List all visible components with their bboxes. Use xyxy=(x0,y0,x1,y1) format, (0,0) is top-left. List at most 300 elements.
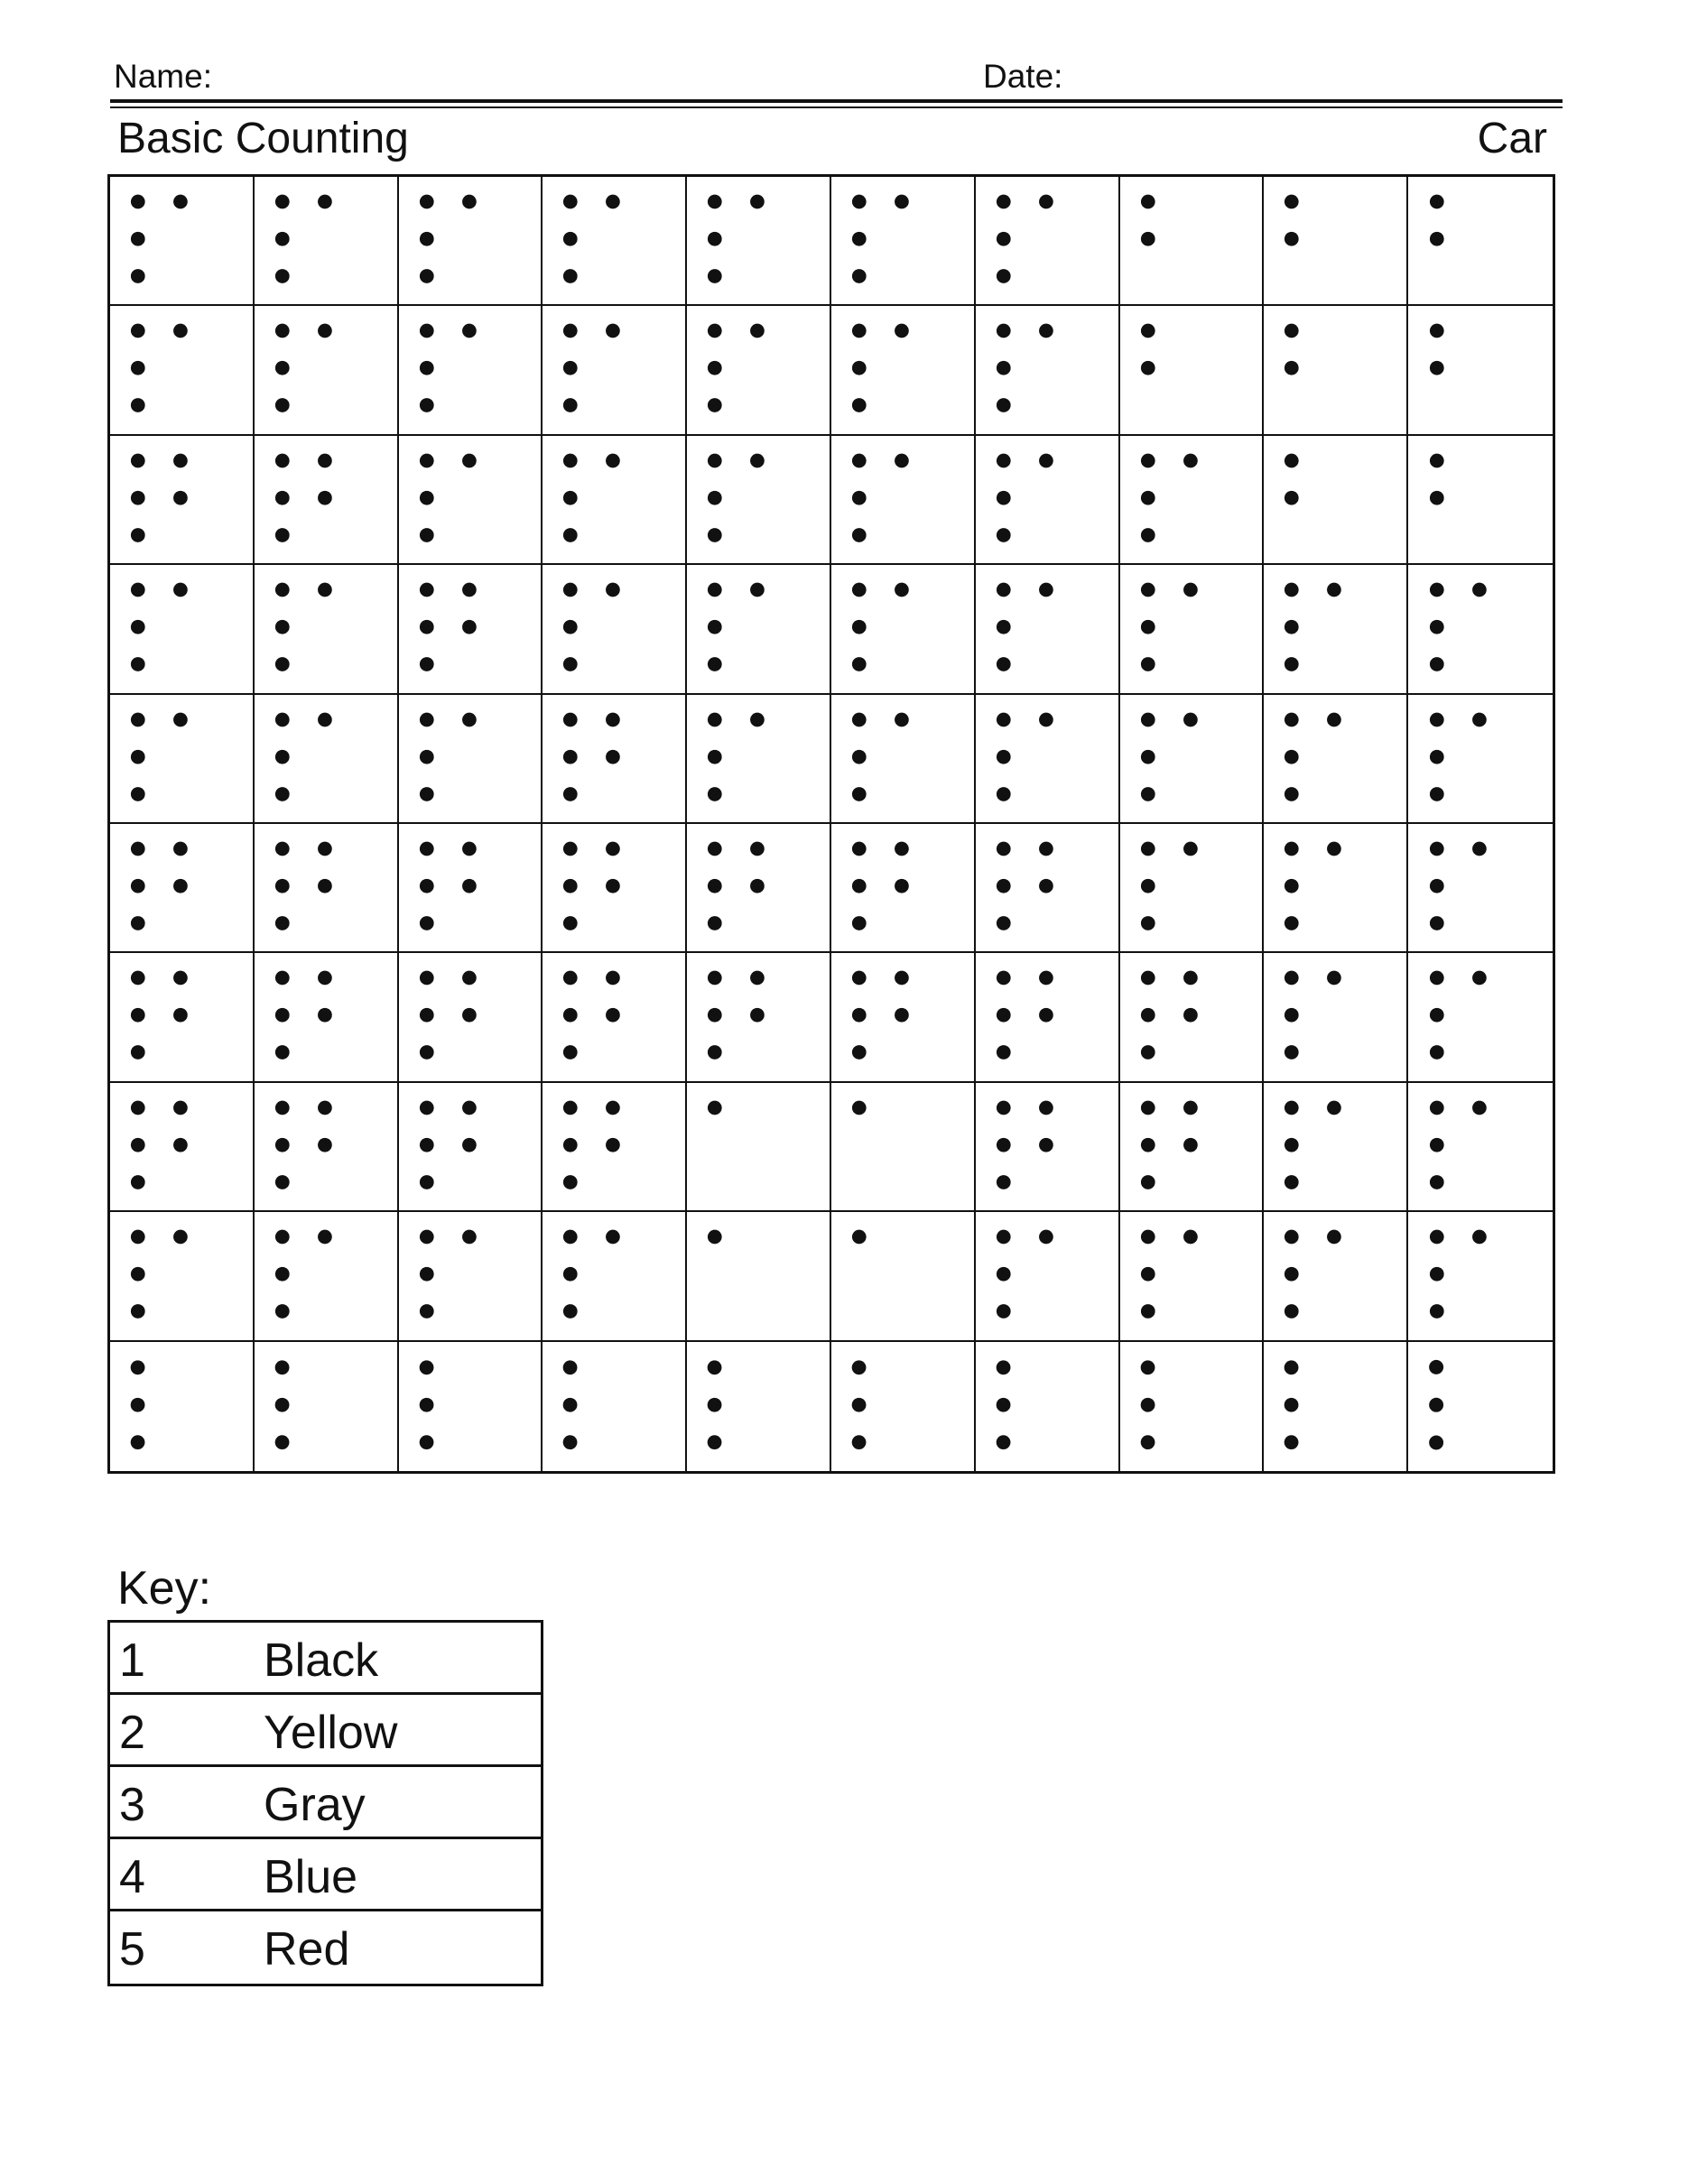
dot xyxy=(462,1100,477,1115)
dot xyxy=(173,195,188,209)
grid-cell[interactable] xyxy=(255,177,399,306)
grid-cell[interactable] xyxy=(399,177,543,306)
grid-cell[interactable] xyxy=(976,1342,1120,1471)
dot xyxy=(420,1046,434,1060)
key-row xyxy=(110,1911,541,1984)
dot xyxy=(462,842,477,856)
dot xyxy=(606,324,620,338)
cell-dots xyxy=(976,1342,1118,1471)
cell-dots xyxy=(687,565,830,692)
grid-cell[interactable] xyxy=(399,306,543,435)
grid-cell[interactable] xyxy=(976,306,1120,435)
dot xyxy=(462,1008,477,1023)
grid-cell[interactable] xyxy=(976,177,1120,306)
key-row xyxy=(110,1839,541,1911)
dot xyxy=(1183,453,1198,467)
dot xyxy=(275,269,290,283)
dot xyxy=(996,1397,1010,1411)
dot xyxy=(750,324,765,338)
dot xyxy=(708,787,722,801)
dot xyxy=(997,749,1011,763)
dot xyxy=(563,620,578,634)
dot xyxy=(997,491,1011,505)
dot xyxy=(1430,1046,1444,1060)
worksheet-title: Basic Counting xyxy=(117,115,409,162)
grid-cell[interactable] xyxy=(110,1212,255,1341)
dot xyxy=(1183,1100,1198,1115)
cell-dots xyxy=(1264,177,1406,304)
dot xyxy=(1430,749,1444,763)
dot xyxy=(1141,528,1155,542)
dot xyxy=(708,971,722,986)
dot xyxy=(420,1175,434,1189)
dot xyxy=(420,195,434,209)
key-color-name: Gray xyxy=(264,1779,366,1831)
dot xyxy=(997,528,1011,542)
dot xyxy=(131,399,145,413)
grid-cell[interactable] xyxy=(1264,565,1408,694)
grid-cell[interactable] xyxy=(831,1083,976,1212)
grid-cell[interactable] xyxy=(110,1083,255,1212)
grid-cell[interactable] xyxy=(976,1083,1120,1212)
dot xyxy=(563,528,578,542)
cell-dots xyxy=(399,1083,542,1210)
counting-grid xyxy=(107,174,1555,1474)
dot xyxy=(1141,1267,1155,1282)
dot xyxy=(173,879,188,893)
dot xyxy=(275,399,290,413)
dot xyxy=(131,657,145,671)
dot xyxy=(420,1138,434,1152)
dot xyxy=(419,1397,433,1411)
dot xyxy=(173,1100,188,1115)
cell-dots xyxy=(1120,1212,1263,1339)
dot xyxy=(1141,491,1155,505)
grid-cell[interactable] xyxy=(255,1342,399,1471)
grid-cell[interactable] xyxy=(255,1212,399,1341)
grid-cell[interactable] xyxy=(687,1342,831,1471)
dot xyxy=(1327,712,1341,726)
dot xyxy=(1141,195,1155,209)
cell-dots xyxy=(543,1083,685,1210)
dot xyxy=(708,1046,722,1060)
dot xyxy=(708,1100,722,1115)
dot xyxy=(1285,787,1299,801)
dot xyxy=(462,324,477,338)
dot xyxy=(462,879,477,893)
dot xyxy=(750,1008,765,1023)
cell-dots xyxy=(1408,1342,1553,1471)
cell-dots xyxy=(399,1212,542,1339)
cell-dots xyxy=(399,565,542,692)
grid-cell[interactable] xyxy=(1120,436,1265,565)
dot xyxy=(750,453,765,467)
grid-cell[interactable] xyxy=(1264,953,1408,1082)
grid-cell[interactable] xyxy=(1120,1342,1265,1471)
grid-cell[interactable] xyxy=(110,953,255,1082)
cell-dots xyxy=(543,824,685,951)
grid-cell[interactable] xyxy=(399,824,543,953)
dot xyxy=(173,1008,188,1023)
dot xyxy=(708,1230,722,1245)
dot xyxy=(852,528,867,542)
dot xyxy=(997,1100,1011,1115)
grid-cell[interactable] xyxy=(1264,824,1408,953)
dot xyxy=(1285,712,1299,726)
grid-cell[interactable] xyxy=(831,824,976,953)
grid-cell[interactable] xyxy=(255,824,399,953)
grid-cell[interactable] xyxy=(255,306,399,435)
dot xyxy=(563,399,578,413)
grid-cell[interactable] xyxy=(110,436,255,565)
dot xyxy=(173,1138,188,1152)
grid-cell[interactable] xyxy=(976,565,1120,694)
dot xyxy=(462,1138,477,1152)
dot xyxy=(131,1304,145,1319)
dot xyxy=(708,491,722,505)
grid-cell[interactable] xyxy=(831,306,976,435)
dot xyxy=(1141,916,1155,930)
grid-cell[interactable] xyxy=(1120,824,1265,953)
dot xyxy=(563,583,578,597)
cell-dots xyxy=(687,824,830,951)
dot xyxy=(275,842,290,856)
dot xyxy=(131,842,145,856)
worksheet-subject: Car xyxy=(1477,115,1547,162)
grid-cell[interactable] xyxy=(110,306,255,435)
dot xyxy=(275,324,290,338)
dot xyxy=(275,528,290,542)
dot xyxy=(1430,971,1444,986)
dot xyxy=(852,1230,867,1245)
dot xyxy=(275,1008,290,1023)
dot xyxy=(275,1230,290,1245)
dot xyxy=(1430,916,1444,930)
dot xyxy=(606,1008,620,1023)
dot xyxy=(131,749,145,763)
dot xyxy=(1285,1360,1299,1374)
dot xyxy=(1472,712,1487,726)
dot xyxy=(997,453,1011,467)
dot xyxy=(1285,453,1299,467)
grid-cell[interactable] xyxy=(1120,1212,1265,1341)
cell-dots xyxy=(1264,953,1406,1080)
grid-cell[interactable] xyxy=(110,565,255,694)
dot xyxy=(1183,712,1198,726)
cell-dots xyxy=(110,1212,253,1339)
grid-cell[interactable] xyxy=(831,1342,976,1471)
grid-cell[interactable] xyxy=(1120,695,1265,824)
cell-dots xyxy=(110,565,253,692)
dot xyxy=(708,749,722,763)
dot xyxy=(1430,1175,1444,1189)
grid-cell[interactable] xyxy=(1264,436,1408,565)
dot xyxy=(997,620,1011,634)
dot xyxy=(606,712,620,726)
dot xyxy=(997,195,1011,209)
dot xyxy=(318,1008,332,1023)
dot xyxy=(420,1100,434,1115)
dot xyxy=(275,787,290,801)
grid-cell[interactable] xyxy=(687,1212,831,1341)
grid-cell[interactable] xyxy=(687,1083,831,1212)
dot xyxy=(1285,361,1299,375)
dot xyxy=(318,971,332,986)
grid-cell[interactable] xyxy=(543,1083,687,1212)
dot xyxy=(852,1008,867,1023)
dot xyxy=(1141,879,1155,893)
dot xyxy=(997,361,1011,375)
dot xyxy=(852,399,867,413)
dot xyxy=(563,749,578,763)
grid-cell[interactable] xyxy=(831,1212,976,1341)
grid-cell[interactable] xyxy=(399,1083,543,1212)
cell-dots xyxy=(831,824,974,951)
grid-cell[interactable] xyxy=(1408,953,1553,1082)
dot xyxy=(318,324,332,338)
dot xyxy=(895,583,909,597)
grid-cell[interactable] xyxy=(543,436,687,565)
grid-cell[interactable] xyxy=(1264,1083,1408,1212)
grid-cell[interactable] xyxy=(1120,177,1265,306)
grid-cell[interactable] xyxy=(1408,695,1553,824)
cell-dots xyxy=(831,306,974,433)
grid-cell[interactable] xyxy=(110,695,255,824)
grid-cell[interactable] xyxy=(1408,1342,1553,1471)
cell-dots xyxy=(1408,565,1553,692)
grid-cell[interactable] xyxy=(543,177,687,306)
dot xyxy=(997,971,1011,986)
dot xyxy=(606,971,620,986)
dot xyxy=(708,528,722,542)
grid-cell[interactable] xyxy=(1408,824,1553,953)
dot xyxy=(462,971,477,986)
grid-cell[interactable] xyxy=(687,953,831,1082)
cell-dots xyxy=(687,177,830,304)
dot xyxy=(852,269,867,283)
grid-cell[interactable] xyxy=(399,695,543,824)
dot xyxy=(895,712,909,726)
cell-dots xyxy=(976,436,1118,563)
cell-dots xyxy=(1264,436,1406,563)
grid-cell[interactable] xyxy=(1120,1083,1265,1212)
grid-cell[interactable] xyxy=(255,436,399,565)
dot xyxy=(997,1267,1011,1282)
grid-cell[interactable] xyxy=(543,1342,687,1471)
cell-dots xyxy=(687,1083,830,1210)
dot xyxy=(318,1138,332,1152)
dot xyxy=(997,787,1011,801)
grid-cell[interactable] xyxy=(255,1083,399,1212)
grid-cell[interactable] xyxy=(543,953,687,1082)
grid-cell[interactable] xyxy=(1264,177,1408,306)
key-color-name: Yellow xyxy=(264,1707,398,1759)
grid-cell[interactable] xyxy=(1408,1083,1553,1212)
grid-cell[interactable] xyxy=(687,695,831,824)
grid-cell[interactable] xyxy=(1264,1212,1408,1341)
dot xyxy=(462,620,477,634)
dot xyxy=(563,1267,578,1282)
dot xyxy=(852,916,867,930)
grid-cell[interactable] xyxy=(1408,436,1553,565)
dot xyxy=(852,453,867,467)
grid-cell[interactable] xyxy=(255,695,399,824)
cell-dots xyxy=(110,436,253,563)
grid-cell[interactable] xyxy=(110,177,255,306)
grid-cell[interactable] xyxy=(543,565,687,694)
dot xyxy=(1472,1100,1487,1115)
dot xyxy=(563,1175,578,1189)
dot xyxy=(1141,620,1155,634)
grid-cell[interactable] xyxy=(255,565,399,694)
dot xyxy=(708,916,722,930)
grid-cell[interactable] xyxy=(543,824,687,953)
dot xyxy=(1285,1267,1299,1282)
dot xyxy=(275,916,290,930)
grid-cell[interactable] xyxy=(687,306,831,435)
dot xyxy=(420,361,434,375)
dot xyxy=(173,324,188,338)
dot xyxy=(1285,842,1299,856)
grid-cell[interactable] xyxy=(543,1212,687,1341)
dot xyxy=(1141,657,1155,671)
cell-dots xyxy=(110,953,253,1080)
grid-cell[interactable] xyxy=(399,1212,543,1341)
dot xyxy=(997,879,1011,893)
dot xyxy=(1039,195,1053,209)
cell-dots xyxy=(976,1212,1118,1339)
grid-cell[interactable] xyxy=(399,1342,543,1471)
cell-dots xyxy=(543,1212,685,1339)
cell-dots xyxy=(1408,306,1553,433)
cell-dots xyxy=(976,177,1118,304)
dot xyxy=(131,269,145,283)
date-label: Date: xyxy=(983,58,1063,95)
dot xyxy=(275,1100,290,1115)
dot xyxy=(895,453,909,467)
dot xyxy=(1141,1008,1155,1023)
key-color-name: Red xyxy=(264,1923,350,1976)
grid-cell[interactable] xyxy=(399,436,543,565)
grid-cell[interactable] xyxy=(110,824,255,953)
dot xyxy=(173,583,188,597)
grid-cell[interactable] xyxy=(831,436,976,565)
grid-cell[interactable] xyxy=(687,177,831,306)
grid-cell[interactable] xyxy=(1120,565,1265,694)
cell-dots xyxy=(543,1342,685,1471)
key-number: 1 xyxy=(119,1634,145,1687)
dot xyxy=(275,1267,290,1282)
dot xyxy=(563,195,578,209)
dot xyxy=(1141,1175,1155,1189)
dot xyxy=(997,1046,1011,1060)
grid-cell[interactable] xyxy=(976,824,1120,953)
grid-cell[interactable] xyxy=(687,436,831,565)
dot xyxy=(1430,453,1444,467)
dot xyxy=(275,1304,290,1319)
cell-dots xyxy=(110,824,253,951)
dot xyxy=(131,195,145,209)
dot xyxy=(852,1360,867,1374)
grid-cell[interactable] xyxy=(831,953,976,1082)
dot xyxy=(173,1230,188,1245)
dot xyxy=(1285,1230,1299,1245)
dot xyxy=(563,971,578,986)
grid-cell[interactable] xyxy=(831,565,976,694)
key-row xyxy=(110,1767,541,1839)
grid-cell[interactable] xyxy=(255,953,399,1082)
dot xyxy=(563,453,578,467)
dot xyxy=(1430,712,1444,726)
cell-dots xyxy=(399,306,542,433)
dot xyxy=(895,324,909,338)
cell-dots xyxy=(687,436,830,563)
dot xyxy=(1141,361,1155,375)
dot xyxy=(563,1360,578,1374)
grid-cell[interactable] xyxy=(1120,306,1265,435)
grid-cell[interactable] xyxy=(1408,565,1553,694)
grid-cell[interactable] xyxy=(1264,306,1408,435)
grid-cell[interactable] xyxy=(399,565,543,694)
grid-cell[interactable] xyxy=(976,436,1120,565)
dot xyxy=(1430,1100,1444,1115)
grid-cell[interactable] xyxy=(1264,1342,1408,1471)
grid-cell[interactable] xyxy=(976,1212,1120,1341)
grid-cell[interactable] xyxy=(399,953,543,1082)
grid-cell[interactable] xyxy=(1408,177,1553,306)
dot xyxy=(420,324,434,338)
cell-dots xyxy=(255,565,397,692)
dot xyxy=(852,657,867,671)
grid-cell[interactable] xyxy=(831,177,976,306)
dot xyxy=(1183,583,1198,597)
grid-cell[interactable] xyxy=(110,1342,255,1471)
grid-cell[interactable] xyxy=(1408,306,1553,435)
grid-cell[interactable] xyxy=(687,565,831,694)
cell-dots xyxy=(1264,565,1406,692)
dot xyxy=(131,712,145,726)
grid-cell[interactable] xyxy=(1264,695,1408,824)
cell-dots xyxy=(687,1212,830,1339)
dot xyxy=(606,1138,620,1152)
dot xyxy=(1430,324,1444,338)
grid-cell[interactable] xyxy=(976,953,1120,1082)
dot xyxy=(420,620,434,634)
grid-cell[interactable] xyxy=(687,824,831,953)
dot xyxy=(852,324,867,338)
cell-dots xyxy=(1408,1083,1553,1210)
grid-cell[interactable] xyxy=(543,306,687,435)
grid-cell[interactable] xyxy=(1408,1212,1553,1341)
cell-dots xyxy=(687,306,830,433)
dot xyxy=(563,1230,578,1245)
dot xyxy=(1140,1435,1155,1449)
dot xyxy=(606,195,620,209)
dot xyxy=(1141,787,1155,801)
cell-dots xyxy=(543,565,685,692)
dot xyxy=(997,1304,1011,1319)
grid-cell[interactable] xyxy=(976,695,1120,824)
dot xyxy=(1429,1360,1443,1374)
grid-cell[interactable] xyxy=(543,695,687,824)
dot xyxy=(274,1397,289,1411)
grid-cell[interactable] xyxy=(831,695,976,824)
dot xyxy=(708,269,722,283)
cell-dots xyxy=(1120,1342,1263,1471)
dot xyxy=(1430,1267,1444,1282)
key-color-name: Black xyxy=(264,1634,379,1687)
grid-cell[interactable] xyxy=(1120,953,1265,1082)
